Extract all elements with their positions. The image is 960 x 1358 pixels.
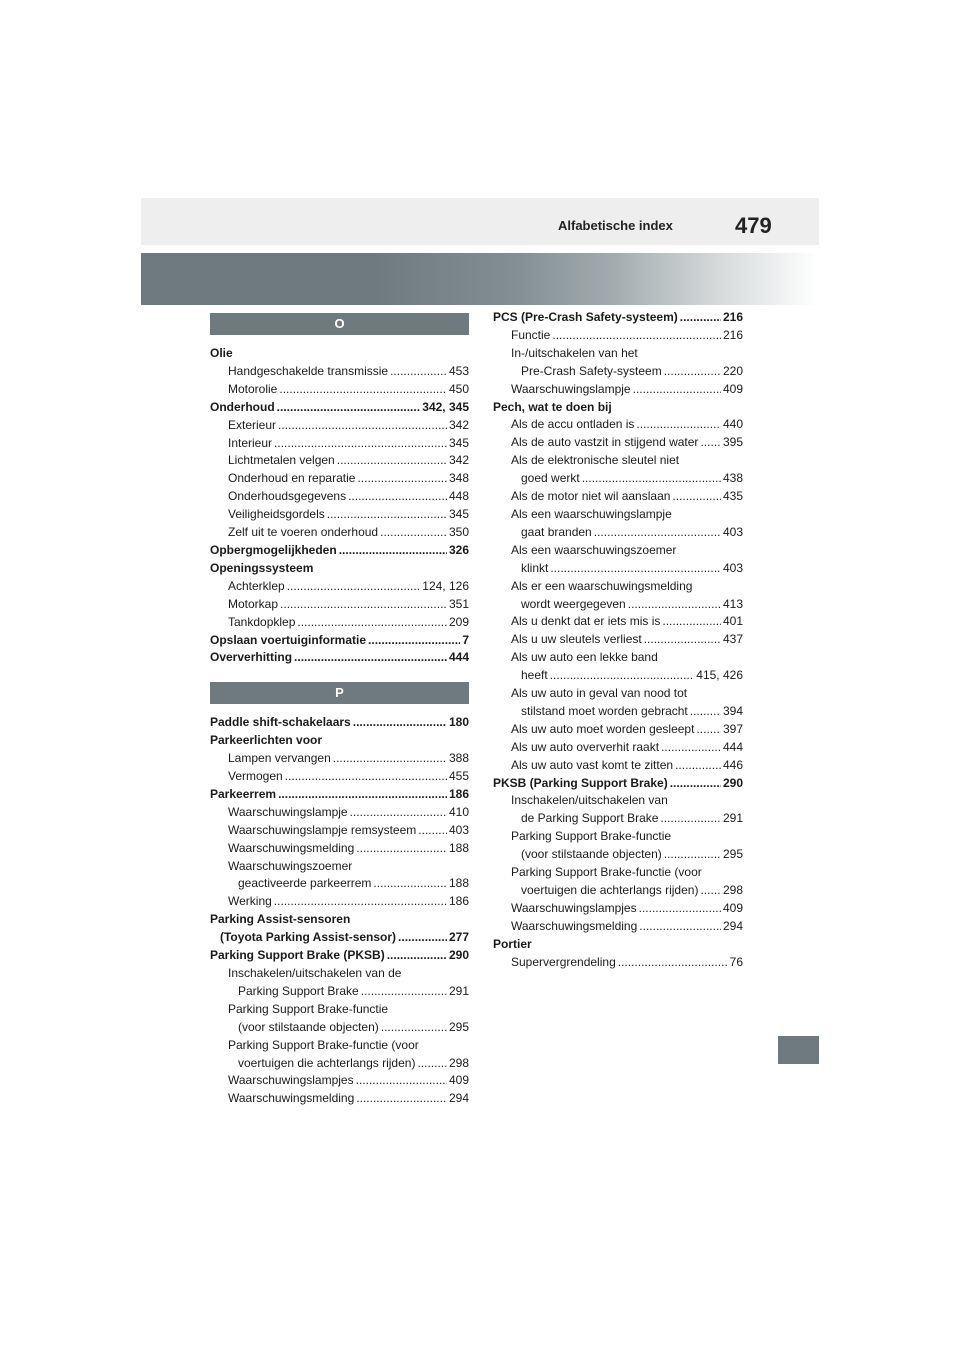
index-entry-label: Motorolie [228, 381, 278, 396]
dot-leader [644, 631, 721, 649]
index-entry-page: 453 [448, 363, 469, 378]
index-entry-page: 188 [448, 840, 469, 855]
index-entry [493, 470, 743, 488]
index-entry-page: 342 [448, 417, 469, 432]
index-entry-label: Functie [511, 327, 551, 342]
index-subheading: Als een waarschuwingslampje [511, 506, 672, 521]
index-entry-label: Waarschuwingsmelding [511, 918, 638, 933]
index-entry-page: 295 [448, 1019, 469, 1034]
index-entry-label: Als uw auto vast komt te zitten [511, 757, 674, 772]
index-entry [493, 524, 743, 542]
dot-leader [356, 1072, 447, 1090]
index-entry-page: 277 [448, 930, 469, 945]
index-subheading: Als de elektronische sleutel niet [511, 453, 680, 468]
index-entry-page: 395 [722, 435, 743, 450]
index-entry-page: 440 [722, 417, 743, 432]
index-entry [210, 399, 469, 417]
dot-leader [279, 381, 447, 399]
index-entry-label: Als de motor niet wil aanslaan [511, 489, 671, 504]
index-entry-label: heeft [521, 668, 548, 683]
index-entry [493, 810, 743, 828]
index-entry-label: Motorkap [228, 596, 279, 611]
index-entry-label: Als de auto vastzit in stijgend water [511, 435, 699, 450]
index-column-right [493, 309, 743, 972]
index-heading: Parkeerlichten voor [210, 733, 323, 748]
dot-leader [339, 542, 447, 560]
dot-leader [368, 632, 460, 650]
index-entry-page: 180 [448, 715, 469, 730]
index-entry-page: 186 [448, 786, 469, 801]
index-entry-page: 394 [722, 703, 743, 718]
index-entry-label: Lampen vervangen [228, 751, 331, 766]
index-entry-label: Vermogen [228, 769, 283, 784]
dot-leader [700, 882, 721, 900]
dot-leader [552, 327, 721, 345]
index-entry-page: 220 [722, 363, 743, 378]
index-entry-label: Als de accu ontladen is [511, 417, 635, 432]
dot-leader [287, 578, 421, 596]
dot-leader [297, 614, 447, 632]
index-entry [493, 954, 743, 972]
index-entry-page: 291 [722, 811, 743, 826]
index-entry-page: 409 [448, 1073, 469, 1088]
dot-leader [664, 846, 721, 864]
index-entry-label: klinkt [521, 560, 549, 575]
dot-leader [373, 875, 447, 893]
index-entry-page: 401 [722, 614, 743, 629]
header-band [141, 198, 819, 245]
index-entry-label: Zelf uit te voeren onderhoud [228, 525, 379, 540]
index-heading: Openingssysteem [210, 560, 314, 575]
dot-leader [381, 1019, 447, 1037]
index-entry-label: wordt weergegeven [521, 596, 626, 611]
dot-leader [636, 416, 721, 434]
index-entry-label: Interieur [228, 435, 273, 450]
index-entry [493, 596, 743, 614]
index-entry [210, 363, 469, 381]
dot-leader [361, 983, 447, 1001]
index-subheading: Waarschuwingszoemer [228, 858, 353, 873]
index-entry-label: Paddle shift-schakelaars [210, 715, 351, 730]
index-entry [493, 757, 743, 775]
index-subheading: Als een waarschuwingszoemer [511, 542, 677, 557]
dot-leader [550, 560, 721, 578]
index-entry-page: 448 [448, 489, 469, 504]
index-subheading: Parking Support Brake-functie (voor [511, 865, 702, 880]
dot-leader [670, 775, 721, 793]
index-entry-page: 413 [722, 596, 743, 611]
index-subheading: Als er een waarschuwingsmelding [511, 578, 693, 593]
index-entry-page: 415, 426 [696, 668, 743, 683]
index-entry [210, 614, 469, 632]
dot-leader [660, 810, 721, 828]
index-entry [210, 750, 469, 768]
index-entry-label: Opslaan voertuiginformatie [210, 632, 367, 647]
dot-leader [582, 470, 721, 488]
index-entry [210, 470, 469, 488]
index-entry [493, 721, 743, 739]
index-subheading: Inschakelen/uitschakelen van [511, 793, 668, 808]
index-entry-label: Als uw auto oververhit raakt [511, 739, 660, 754]
index-entry-label: Supervergrendeling [511, 954, 616, 969]
index-entry-label: Onderhoud en reparatie [228, 471, 356, 486]
index-entry-page: 298 [448, 1055, 469, 1070]
dot-leader [356, 840, 447, 858]
index-entry-label: Waarschuwingsmelding [228, 1091, 355, 1106]
index-entry-label: Oververhitting [210, 650, 293, 665]
index-entry [210, 524, 469, 542]
dot-leader [356, 1090, 447, 1108]
index-entry [210, 714, 469, 732]
dot-leader [661, 739, 721, 757]
index-entry-page: 348 [448, 471, 469, 486]
index-entry [210, 768, 469, 786]
index-entry [493, 613, 743, 631]
index-entry [210, 488, 469, 506]
index-entry-label: voertuigen die achterlangs rijden) [238, 1055, 416, 1070]
index-entry [210, 542, 469, 560]
index-entry [493, 381, 743, 399]
index-entry-page: 216 [722, 310, 743, 324]
index-entry-label: Exterieur [228, 417, 277, 432]
section-heading-o: O [210, 313, 469, 335]
index-entry [210, 435, 469, 453]
index-subheading: Als uw auto een lekke band [511, 650, 658, 665]
index-entry-label: geactiveerde parkeerrem [238, 876, 372, 891]
section-spacer [210, 667, 469, 682]
index-entry-page: 209 [448, 614, 469, 629]
index-entry [493, 918, 743, 936]
index-entry-page: 450 [448, 381, 469, 396]
index-entry-page: 291 [448, 983, 469, 998]
index-entry-page: 350 [448, 525, 469, 540]
index-entry [493, 846, 743, 864]
index-entry [493, 488, 743, 506]
index-entry [210, 417, 469, 435]
index-entry-page: 437 [722, 632, 743, 647]
index-entry-label: (Toyota Parking Assist-sensor) [220, 930, 397, 945]
index-entry [210, 804, 469, 822]
index-subheading: Parking Support Brake-functie (voor [228, 1037, 419, 1052]
index-entry-label: (voor stilstaande objecten) [238, 1019, 379, 1034]
index-entry-label: Onderhoud [210, 399, 275, 414]
dot-leader [387, 947, 447, 965]
index-entry-page: 295 [722, 847, 743, 862]
index-entry-label: Tankdopklep [228, 614, 296, 629]
index-entry-page: 403 [448, 822, 469, 837]
index-entry-label: Handgeschakelde transmissie [228, 363, 389, 378]
index-entry [210, 1090, 469, 1108]
index-entry-page: 403 [722, 524, 743, 539]
index-entry [210, 381, 469, 399]
index-subheading: Parking Support Brake-functie [511, 829, 672, 844]
index-entry [210, 786, 469, 804]
dot-leader [350, 804, 447, 822]
index-entry-label: stilstand moet worden gebracht [521, 703, 688, 718]
dot-leader [348, 488, 447, 506]
index-entry [210, 649, 469, 667]
index-entry-page: 342, 345 [422, 399, 469, 414]
index-entry-label: PCS (Pre-Crash Safety-systeem) [493, 310, 678, 324]
dot-leader [690, 703, 721, 721]
index-entry [493, 882, 743, 900]
dot-leader [294, 649, 447, 667]
index-entry-label: Parkeerrem [210, 786, 277, 801]
index-entry-label: Veiligheidsgordels [228, 507, 325, 522]
index-entry [493, 327, 743, 345]
index-entry [210, 578, 469, 596]
index-entry [210, 947, 469, 965]
index-entry-label: Achterklep [228, 578, 285, 593]
dot-leader [357, 470, 447, 488]
index-subheading: In-/uitschakelen van het [511, 345, 638, 360]
index-subheading: Inschakelen/uitschakelen van de [228, 966, 402, 980]
dot-leader [353, 714, 447, 732]
index-entry-label: Opbergmogelijkheden [210, 542, 337, 557]
section-heading-p: P [210, 682, 469, 704]
index-heading: Olie [210, 346, 233, 360]
dot-leader [628, 596, 721, 614]
index-entry-label: Waarschuwingslampje remsysteem [228, 822, 417, 837]
dot-leader [639, 900, 721, 918]
index-entry-label: (voor stilstaande objecten) [521, 847, 662, 862]
index-entry [493, 309, 743, 327]
index-entry-label: Waarschuwingsmelding [228, 840, 355, 855]
index-entry-label: Lichtmetalen velgen [228, 453, 335, 468]
index-entry-page: 409 [722, 900, 743, 915]
index-entry-page: 294 [448, 1091, 469, 1106]
index-entry [493, 900, 743, 918]
index-entry-page: 455 [448, 769, 469, 784]
index-entry-label: Onderhoudsgegevens [228, 489, 347, 504]
index-heading: Portier [493, 936, 532, 951]
chapter-side-tab [778, 1036, 819, 1064]
index-entry-page: 444 [722, 739, 743, 754]
index-entry [210, 840, 469, 858]
dot-leader [664, 363, 721, 381]
decorative-gradient-band [141, 253, 819, 305]
dot-leader [337, 452, 447, 470]
dot-leader [417, 1055, 447, 1073]
index-entry-label: Werking [228, 894, 272, 909]
index-entry-page: 345 [448, 435, 469, 450]
dot-leader [633, 381, 721, 399]
index-entry [210, 893, 469, 911]
index-entry-label: Als uw auto moet worden gesleept [511, 721, 695, 736]
dot-leader [280, 596, 447, 614]
dot-leader [594, 524, 721, 542]
index-column-left [210, 313, 469, 1108]
index-entry [493, 667, 743, 685]
index-entry [210, 596, 469, 614]
dot-leader [380, 524, 447, 542]
index-entry-page: 388 [448, 751, 469, 766]
index-entry-page: 345 [448, 507, 469, 522]
index-entry [493, 703, 743, 721]
index-entry-label: Als u uw sleutels verliest [511, 632, 642, 647]
index-entry-label: Waarschuwingslampje [228, 804, 348, 819]
index-entry-page: 397 [722, 721, 743, 736]
index-entry [493, 434, 743, 452]
index-entry [210, 506, 469, 524]
index-entry-page: 124, 126 [422, 578, 469, 593]
index-entry [493, 739, 743, 757]
index-entry-page: 410 [448, 804, 469, 819]
index-entry [210, 632, 469, 650]
index-entry-label: Waarschuwingslampje [511, 381, 631, 396]
index-entry-page: 438 [722, 471, 743, 486]
dot-leader [277, 399, 421, 417]
dot-leader [675, 757, 721, 775]
index-entry-page: 76 [729, 954, 743, 969]
index-entry-page: 188 [448, 876, 469, 891]
dot-leader [274, 435, 447, 453]
index-entry-page: 290 [448, 948, 469, 963]
index-entry-page: 298 [722, 883, 743, 897]
index-entry-page: 7 [462, 632, 469, 647]
index-entry-page: 351 [448, 596, 469, 611]
dot-leader [662, 613, 721, 631]
index-entry [210, 983, 469, 1001]
index-entry [210, 929, 469, 947]
dot-leader [418, 822, 447, 840]
index-entry [210, 875, 469, 893]
index-heading: Parking Assist-sensoren [210, 912, 351, 927]
index-entry-label: PKSB (Parking Support Brake) [493, 775, 668, 790]
dot-leader [278, 417, 447, 435]
page-header-title: Alfabetische index [558, 218, 673, 233]
dot-leader [327, 506, 447, 524]
dot-leader [672, 488, 721, 506]
dot-leader [333, 750, 447, 768]
index-entry-label: Pre-Crash Safety-systeem [521, 363, 662, 378]
dot-leader [700, 434, 721, 452]
index-subheading: Parking Support Brake-functie [228, 1001, 389, 1016]
index-entry [210, 452, 469, 470]
dot-leader [285, 768, 447, 786]
index-entry-page: 186 [448, 894, 469, 909]
dot-leader [278, 786, 447, 804]
index-entry-page: 326 [448, 542, 469, 557]
dot-leader [696, 721, 721, 739]
dot-leader [680, 309, 721, 327]
index-entry-label: gaat branden [521, 524, 592, 539]
index-entry-label: goed werkt [521, 471, 580, 486]
index-entry-page: 446 [722, 757, 743, 772]
index-entry-label: Parking Support Brake (PKSB) [210, 948, 385, 963]
index-entry [493, 631, 743, 649]
index-entry [493, 775, 743, 793]
index-entry-page: 409 [722, 381, 743, 396]
index-entry-label: Als u denkt dat er iets mis is [511, 614, 661, 629]
index-entry-page: 294 [722, 918, 743, 933]
index-entry [210, 822, 469, 840]
index-entry-page: 403 [722, 560, 743, 575]
index-entry-page: 290 [722, 775, 743, 790]
index-entry [210, 1055, 469, 1073]
index-entry-label: Waarschuwingslampjes [228, 1073, 354, 1088]
dot-leader [618, 954, 728, 972]
index-entry-label: Waarschuwingslampjes [511, 900, 637, 915]
index-entry [493, 560, 743, 578]
index-heading: Pech, wat te doen bij [493, 399, 612, 414]
dot-leader [390, 363, 447, 381]
dot-leader [639, 918, 721, 936]
dot-leader [398, 929, 447, 947]
index-entry-page: 216 [722, 327, 743, 342]
index-entry [493, 363, 743, 381]
dot-leader [274, 893, 447, 911]
index-subheading: Als uw auto in geval van nood tot [511, 686, 688, 701]
page-number: 479 [735, 213, 772, 238]
dot-leader [550, 667, 695, 685]
index-entry-label: Parking Support Brake [238, 983, 359, 998]
index-entry-page: 342 [448, 453, 469, 468]
index-entry-label: de Parking Support Brake [521, 811, 659, 826]
index-entry-label: voertuigen die achterlangs rijden) [521, 883, 699, 897]
index-entry [493, 416, 743, 434]
index-entry-page: 435 [722, 489, 743, 504]
index-entry [210, 1019, 469, 1037]
index-entry [210, 1072, 469, 1090]
index-entry-page: 444 [448, 650, 469, 665]
